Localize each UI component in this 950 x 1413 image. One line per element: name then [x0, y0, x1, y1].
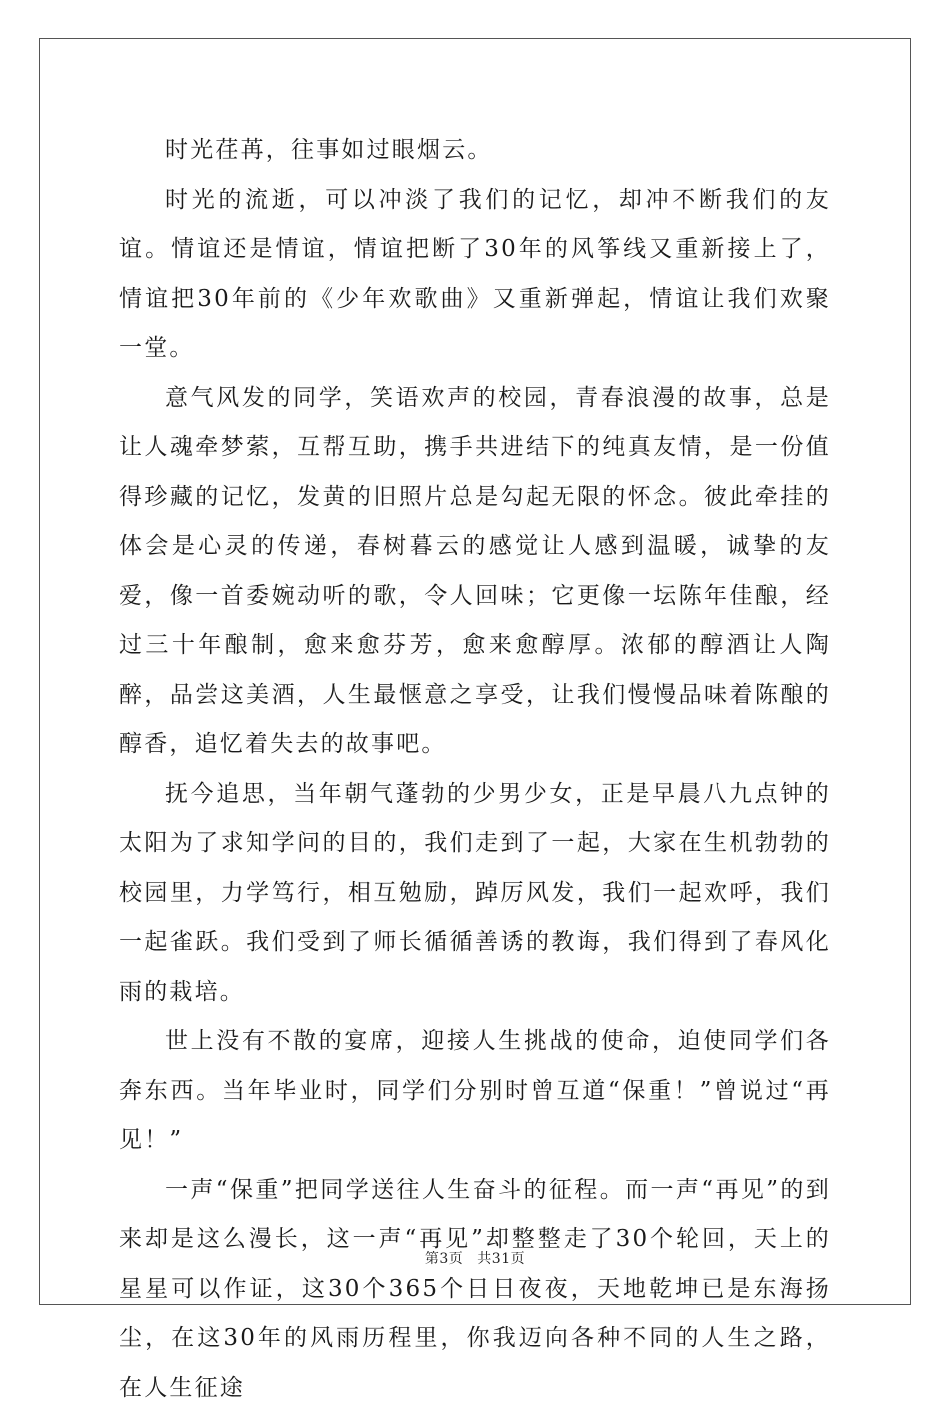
- paragraph: 世上没有不散的宴席，迎接人生挑战的使命，迫使同学们各奔东西。当年毕业时，同学们分别时曾互道“保重！”曾说过“再见！”: [119, 1017, 831, 1166]
- paragraph: 抚今追思，当年朝气蓬勃的少男少女，正是早晨八九点钟的太阳为了求知学问的目的，我们走到了一起，大家在生机勃勃的校园里，力学笃行，相互勉励，踔厉风发，我们一起欢呼，我们一起雀跃。我们受到了师长循循善诱的教诲，我们得到了春风化雨的栽培。: [119, 770, 831, 1018]
- paragraph: 意气风发的同学，笑语欢声的校园，青春浪漫的故事，总是让人魂牵梦萦，互帮互助，携手共进结下的纯真友情，是一份值得珍藏的记忆，发黄的旧照片总是勾起无限的怀念。彼此牵挂的体会是心灵的传递，春树暮云的感觉让人感到温暖，诚挚的友爱，像一首委婉动听的歌，令人回味；它更像一坛陈年佳酿，经过三十年酿制，愈来愈芬芳，愈来愈醇厚。浓郁的醇酒让人陶醉，品尝这美酒，人生最惬意之享受，让我们慢慢品味着陈酿的醇香，追忆着失去的故事吧。: [119, 374, 831, 770]
- page-number: 第3页: [425, 1251, 463, 1267]
- page-footer: [0, 1248, 950, 1268]
- document-body: [119, 126, 831, 1413]
- paragraph: 时光的流逝，可以冲淡了我们的记忆，却冲不断我们的友谊。情谊还是情谊，情谊把断了30年的风筝线又重新接上了，情谊把30年前的《少年欢歌曲》又重新弹起，情谊让我们欢聚一堂。: [119, 176, 831, 374]
- paragraph: 时光荏苒，往事如过眼烟云。: [119, 126, 831, 176]
- paragraph: 一声“保重”把同学送往人生奋斗的征程。而一声“再见”的到来却是这么漫长，这一声“再见”却整整走了30个轮回，天上的星星可以作证，这30个365个日日夜夜，天地乾坤已是东海扬尘，在这30年的风雨历程里，你我迈向各种不同的人生之路，在人生征途: [119, 1166, 831, 1413]
- page-total: 共31页: [477, 1251, 525, 1267]
